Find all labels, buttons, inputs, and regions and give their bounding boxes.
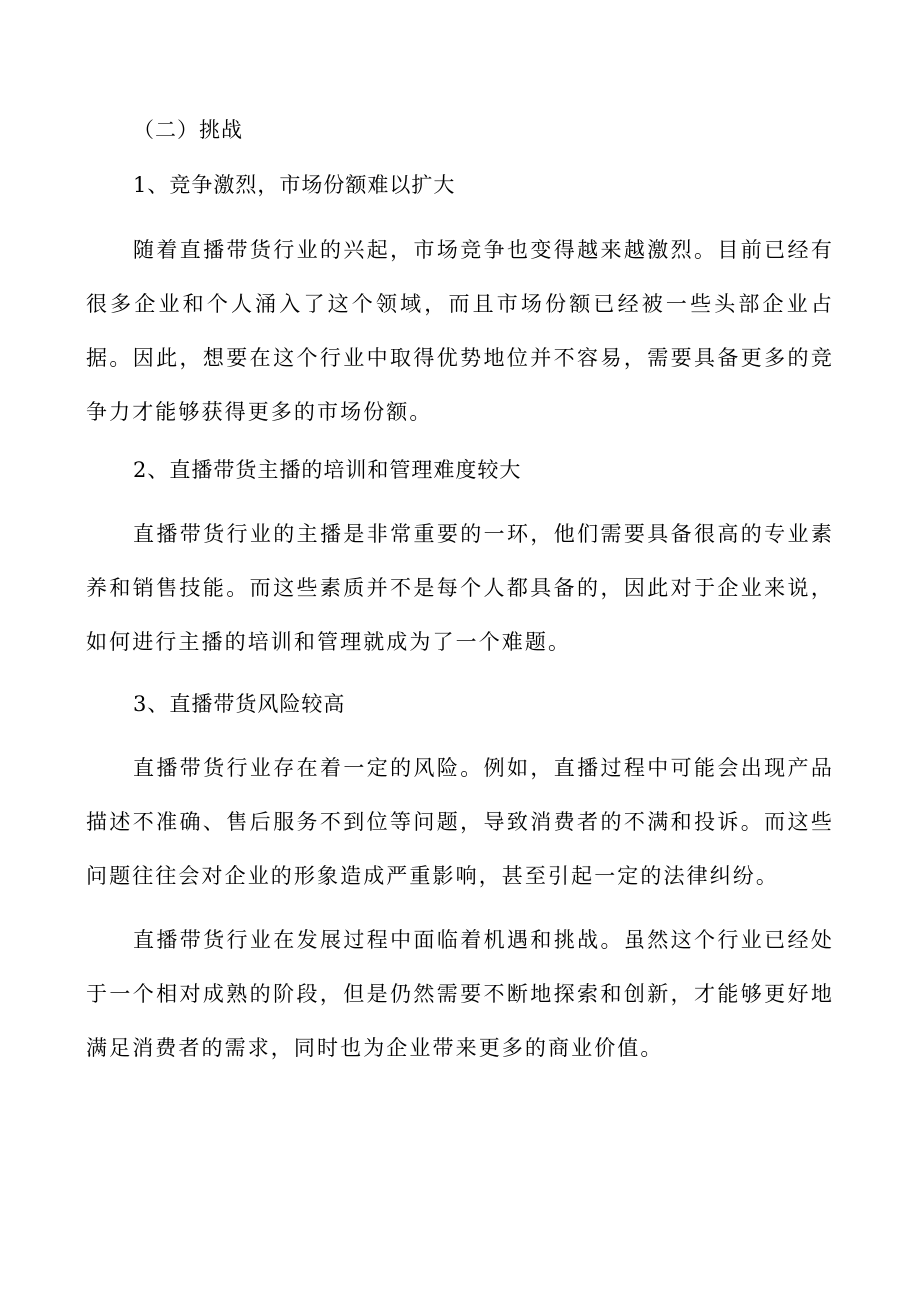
subsection-heading-competition: 1、竞争激烈，市场份额难以扩大 — [133, 173, 456, 197]
section-heading: （二）挑战 — [133, 118, 243, 142]
paragraph-risk: 直播带货行业存在着一定的风险。例如，直播过程中可能会出现产品描述不准确、售后服务不到位等问题，导致消费者的不满和投诉。而这些问题往往会对企业的形象造成严重影响，甚至引起一定的法律纠纷。 — [86, 756, 834, 888]
subsection-heading-risk: 3、直播带货风险较高 — [133, 692, 346, 716]
paragraph-competition: 随着直播带货行业的兴起，市场竞争也变得越来越激烈。目前已经有很多企业和个人涌入了这个领域，而且市场份额已经被一些头部企业占据。因此，想要在这个行业中取得优势地位并不容易，需要具备更多的竞争力才能够获得更多的市场份额。 — [86, 238, 834, 424]
paragraph-training: 直播带货行业的主播是非常重要的一环，他们需要具备很高的专业素养和销售技能。而这些素质并不是每个人都具备的，因此对于企业来说，如何进行主播的培训和管理就成为了一个难题。 — [86, 522, 834, 654]
subsection-heading-training: 2、直播带货主播的培训和管理难度较大 — [133, 458, 522, 482]
paragraph-conclusion: 直播带货行业在发展过程中面临着机遇和挑战。虽然这个行业已经处于一个相对成熟的阶段，但是仍然需要不断地探索和创新，才能够更好地满足消费者的需求，同时也为企业带来更多的商业价值。 — [86, 928, 834, 1060]
